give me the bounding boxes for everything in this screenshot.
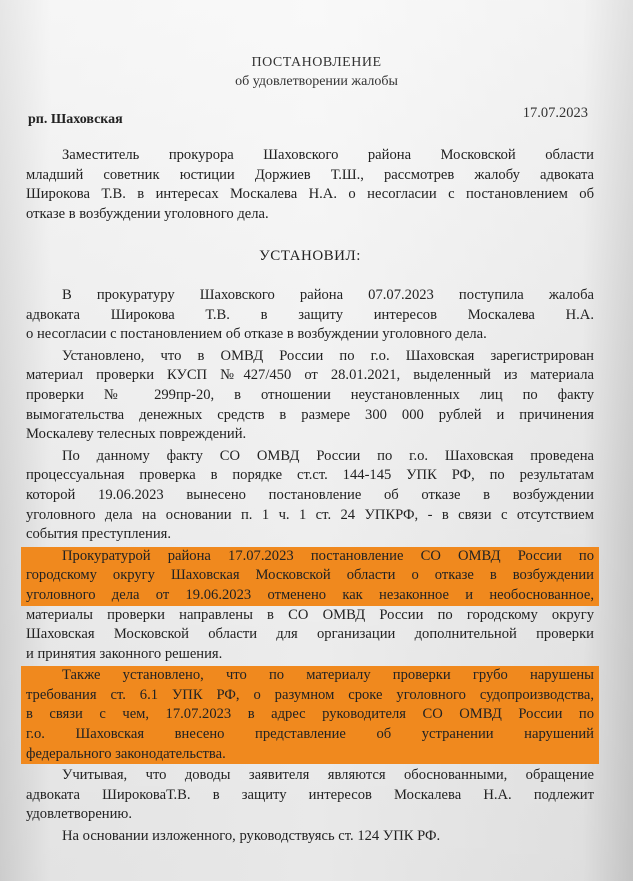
- paragraph: [26, 286, 594, 345]
- highlighted-text-line: Прокуратурой района 17.07.2023 постановление СО ОМВД России по: [21, 547, 599, 567]
- document-place: рп. Шаховская: [28, 112, 123, 127]
- paragraph: [26, 766, 594, 825]
- text-line: Заместитель прокурора Шаховского района Московской области: [62, 147, 594, 163]
- text-line: уголовного дела на основании п. 1 ч. 1 ст. 24 УПКРФ, - в связи с отсутствием: [26, 506, 594, 523]
- document-subtitle: об удовлетворении жалобы: [235, 74, 398, 89]
- highlighted-text-line: уголовного дела от 19.06.2023 отменено как незаконное и необоснованное,: [21, 586, 599, 606]
- section-heading: УСТАНОВИЛ:: [259, 248, 361, 264]
- paragraph: [26, 347, 594, 445]
- text-line: удовлетворению.: [26, 806, 132, 823]
- text-line: о несогласии с постановлением об отказе в возбуждении уголовного дела.: [26, 326, 487, 343]
- paragraph: [26, 547, 594, 665]
- text-line: проверки № 299пр-20, в отношении неустановленных лиц по факту: [26, 386, 594, 403]
- document-date: 17.07.2023: [522, 105, 588, 121]
- paragraph: [26, 666, 594, 764]
- highlighted-text-line: требования ст. 6.1 УПК РФ, о разумном сроке уголовного судопроизводства,: [21, 686, 599, 706]
- text-line: которой 19.06.2023 вынесено постановление об отказе в возбуждении: [26, 486, 594, 503]
- paragraph: [26, 447, 594, 545]
- text-line: отказе в возбуждении уголовного дела.: [26, 205, 269, 222]
- text-line: процессуальная проверка в порядке ст.ст. 144-145 УПК РФ, по результатам: [26, 467, 594, 484]
- text-line: На основании изложенного, руководствуясь ст. 124 УПК РФ.: [62, 828, 441, 845]
- document-title: ПОСТАНОВЛЕНИЕ: [251, 55, 382, 70]
- text-line: младший советник юстиции Доржиев Т.Ш., рассмотрев жалобу адвоката: [26, 166, 594, 183]
- text-line: Широкова Т.В. в интересах Москалева Н.А. о несогласии с постановлением об: [26, 186, 594, 203]
- text-line: Учитывая, что доводы заявителя являются обоснованными, обращение: [62, 767, 594, 784]
- text-line: события преступления.: [26, 526, 172, 543]
- text-line: материалы проверки направлены в СО ОМВД России по городскому округу: [26, 606, 594, 623]
- highlighted-text-line: городскому округу Шаховская Московской области о отказе в возбуждении: [21, 566, 599, 586]
- text-line: вымогательства денежных средств в размере 300 000 рублей и причинения: [26, 406, 594, 423]
- text-line: Шаховская Московской области для организации дополнительной проверки: [26, 626, 594, 643]
- highlighted-text-line: федерального законодательства.: [21, 745, 599, 765]
- text-line: адвоката ШироковаТ.В. в защиту интересов Москалева Н.А. подлежит: [26, 786, 594, 803]
- intro-paragraph: [26, 146, 594, 226]
- intro-text: [26, 146, 594, 224]
- text-line: и принятия законного решения.: [26, 645, 223, 662]
- text-line: В прокуратуру Шаховского района 07.07.2023 поступила жалоба: [62, 287, 594, 303]
- text-line: адвоката Широкова Т.В. в защиту интересов Москалева Н.А.: [26, 306, 594, 323]
- highlighted-text-line: Также установлено, что по материалу проверки грубо нарушены: [21, 666, 599, 686]
- text-line: По данному факту СО ОМВД России по г.о. Шаховская проведена: [62, 447, 594, 464]
- paragraph: [26, 827, 594, 847]
- text-line: Москалеву телесных повреждений.: [26, 426, 247, 443]
- document-body: [26, 224, 594, 849]
- text-line: Установлено, что в ОМВД России по г.о. Шаховская зарегистрирован: [62, 347, 594, 364]
- text-line: материал проверки КУСП №427/450 от 28.01.2021, выделенный из материала: [26, 367, 594, 384]
- highlighted-text-line: в связи с чем, 17.07.2023 в адрес руководителя СО ОМВД России по: [21, 705, 599, 725]
- highlighted-text-line: г.о. Шаховская внесено представление об устранении нарушений: [21, 725, 599, 745]
